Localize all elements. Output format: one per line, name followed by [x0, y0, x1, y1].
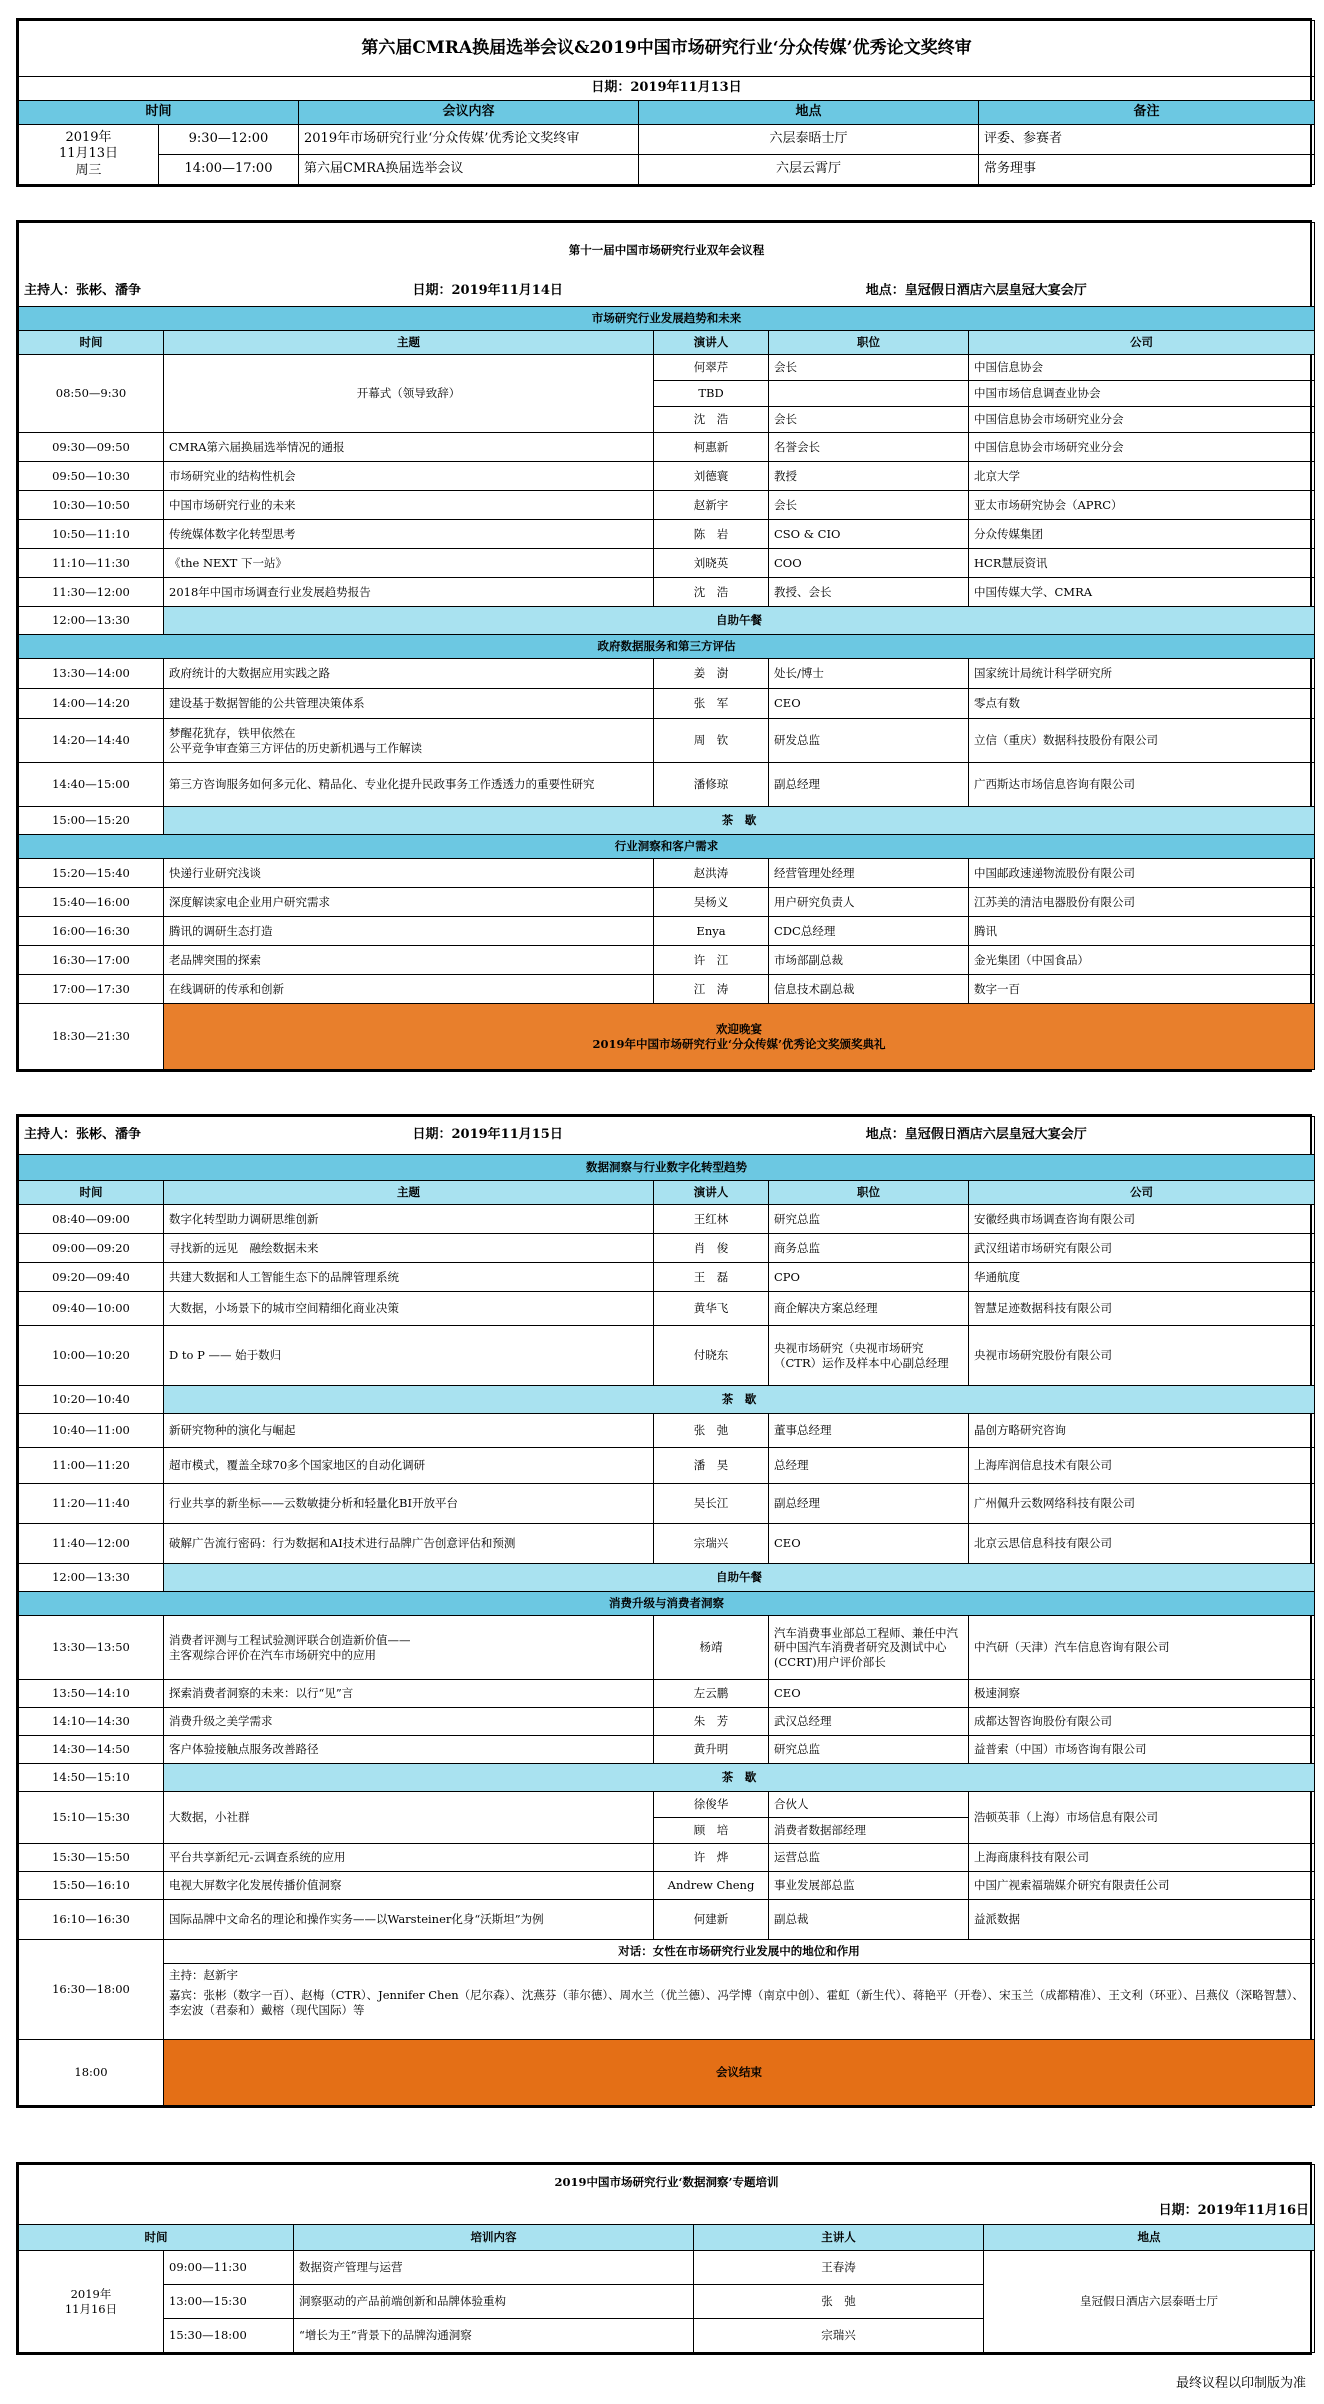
block-biennial-day1	[16, 220, 1312, 1072]
block4-place: 皇冠假日酒店六层泰晤士厅	[984, 2251, 1315, 2353]
row-position: 消费者数据部经理	[769, 1818, 969, 1844]
block4-date-cell: 2019年 11月16日	[19, 2251, 164, 2353]
block1-date: 日期：2019年11月13日	[19, 77, 1315, 101]
dinner-subtitle: 2019年中国市场研究行业‘分众传媒’优秀论文奖颁奖典礼	[592, 1036, 886, 1051]
row-time: 13:30—14:00	[19, 659, 164, 689]
header-content: 会议内容	[299, 101, 639, 125]
block1-time: 14:00—17:00	[159, 155, 299, 185]
row-time: 12:00—13:30	[19, 1564, 164, 1592]
row-position: CPO	[769, 1263, 969, 1292]
row-topic: 行业共享的新坐标——云数敏捷分析和轻量化BI开放平台	[164, 1484, 654, 1524]
block2-section-government: 政府数据服务和第三方评估	[19, 635, 1315, 659]
row-time: 09:40—10:00	[19, 1292, 164, 1326]
table-row	[19, 1900, 1315, 1940]
row-time: 14:00—14:20	[19, 689, 164, 719]
row-topic: 探索消费者洞察的未来：以行“见”言	[164, 1680, 654, 1708]
row-content: 洞察驱动的产品前端创新和品牌体验重构	[294, 2285, 694, 2319]
row-company: 智慧足迹数据科技有限公司	[969, 1292, 1315, 1326]
row-time: 11:00—11:20	[19, 1448, 164, 1484]
table-row	[19, 1205, 1315, 1234]
row-position: 教授、会长	[769, 578, 969, 607]
row-topic: D to P —— 始于数归	[164, 1326, 654, 1386]
row-topic: 数字化转型助力调研思维创新	[164, 1205, 654, 1234]
row-speaker: 刘德寰	[654, 462, 769, 491]
header-time: 时间	[19, 2225, 294, 2251]
row-company: 腾讯	[969, 917, 1315, 946]
row-company: 中国传媒大学、CMRA	[969, 578, 1315, 607]
row-company: 极速洞察	[969, 1680, 1315, 1708]
row-speaker: 沈 浩	[654, 407, 769, 433]
row-company: 零点有数	[969, 689, 1315, 719]
row-company: 数字一百	[969, 975, 1315, 1004]
row-time: 10:30—10:50	[19, 491, 164, 520]
table-row	[19, 462, 1315, 491]
block3-section-digital: 数据洞察与行业数字化转型趋势	[19, 1155, 1315, 1181]
table-row	[19, 549, 1315, 578]
row-time: 16:00—16:30	[19, 917, 164, 946]
row-time: 14:20—14:40	[19, 719, 164, 763]
row-time: 15:30—18:00	[164, 2319, 294, 2353]
row-time: 12:00—13:30	[19, 607, 164, 635]
row-topic: 快递行业研究浅谈	[164, 859, 654, 888]
table-row	[19, 719, 1315, 763]
header-position: 职位	[769, 331, 969, 355]
row-position: 武汉总经理	[769, 1708, 969, 1736]
row-topic: 大数据，小社群	[164, 1792, 654, 1844]
row-time: 09:50—10:30	[19, 462, 164, 491]
table-row	[19, 1326, 1315, 1386]
row-time: 09:00—11:30	[164, 2251, 294, 2285]
block2-section-trends: 市场研究行业发展趋势和未来	[19, 307, 1315, 331]
row-time: 08:40—09:00	[19, 1205, 164, 1234]
row-time: 10:20—10:40	[19, 1386, 164, 1414]
block-biennial-day2	[16, 1114, 1312, 2108]
block2-host: 主持人：张彬、潘争	[24, 283, 142, 299]
row-topic: 腾讯的调研生态打造	[164, 917, 654, 946]
row-lecturer: 宗瑞兴	[694, 2319, 984, 2353]
row-position: 市场部副总裁	[769, 946, 969, 975]
header-content: 培训内容	[294, 2225, 694, 2251]
row-topic: CMRA第六届换届选举情况的通报	[164, 433, 654, 462]
row-time: 13:50—14:10	[19, 1680, 164, 1708]
row-topic: 寻找新的远见 融绘数据未来	[164, 1234, 654, 1263]
row-company: 中汽研（天津）汽车信息咨询有限公司	[969, 1616, 1315, 1680]
row-position: 央视市场研究（央视市场研究（CTR）运作及样本中心副总经理	[769, 1326, 969, 1386]
welcome-dinner	[164, 1004, 1315, 1070]
row-position: CEO	[769, 689, 969, 719]
row-position: 运营总监	[769, 1844, 969, 1872]
row-company: 中国市场信息调查业协会	[969, 381, 1315, 407]
row-speaker: 潘修琼	[654, 763, 769, 807]
lunch-row: 自助午餐	[164, 607, 1315, 635]
row-speaker: 柯惠新	[654, 433, 769, 462]
row-position: 商务总监	[769, 1234, 969, 1263]
row-company: 中国信息协会市场研究业分会	[969, 407, 1315, 433]
block-cmra-election	[16, 18, 1312, 187]
block1-place: 六层泰晤士厅	[639, 125, 979, 155]
row-position: CEO	[769, 1680, 969, 1708]
header-speaker: 演讲人	[654, 331, 769, 355]
row-time: 11:10—11:30	[19, 549, 164, 578]
table-row	[19, 917, 1315, 946]
dialog-panel	[164, 1964, 1315, 2040]
block4-date: 日期：2019年11月16日	[19, 2199, 1315, 2225]
row-speaker: 何翠芹	[654, 355, 769, 381]
row-content: 数据资产管理与运营	[294, 2251, 694, 2285]
block1-content: 2019年市场研究行业‘分众传媒’优秀论文奖终审	[299, 125, 639, 155]
table-row	[19, 1292, 1315, 1326]
row-speaker: 杨靖	[654, 1616, 769, 1680]
row-speaker: 刘晓英	[654, 549, 769, 578]
row-position: 副总经理	[769, 1484, 969, 1524]
block1-title: 第六届CMRA换届选举会议&2019中国市场研究行业‘分众传媒’优秀论文奖终审	[19, 21, 1315, 77]
row-time: 15:40—16:00	[19, 888, 164, 917]
row-position: 研究总监	[769, 1736, 969, 1764]
row-topic: 政府统计的大数据应用实践之路	[164, 659, 654, 689]
row-topic: 超市模式，覆盖全球70多个国家地区的自动化调研	[164, 1448, 654, 1484]
row-time: 13:30—13:50	[19, 1616, 164, 1680]
row-company: 中国广视索福瑞媒介研究有限责任公司	[969, 1872, 1315, 1900]
header-place: 地点	[984, 2225, 1315, 2251]
row-time: 10:40—11:00	[19, 1414, 164, 1448]
row-speaker: 宗瑞兴	[654, 1524, 769, 1564]
row-speaker: 黄华飞	[654, 1292, 769, 1326]
block1-note: 常务理事	[979, 155, 1315, 185]
row-topic: 市场研究业的结构性机会	[164, 462, 654, 491]
row-company: 安徽经典市场调查咨询有限公司	[969, 1205, 1315, 1234]
row-company: 浩顿英菲（上海）市场信息有限公司	[969, 1792, 1315, 1844]
block1-date-cell: 2019年 11月13日 周三	[19, 125, 159, 185]
table-row	[19, 433, 1315, 462]
row-company: 中国邮政速递物流股份有限公司	[969, 859, 1315, 888]
row-topic: 中国市场研究行业的未来	[164, 491, 654, 520]
row-company: HCR慧辰资讯	[969, 549, 1315, 578]
tea-break-row: 茶 歇	[164, 807, 1315, 835]
header-place: 地点	[639, 101, 979, 125]
row-topic: 深度解读家电企业用户研究需求	[164, 888, 654, 917]
row-position: CDC总经理	[769, 917, 969, 946]
row-speaker: 黄升明	[654, 1736, 769, 1764]
row-topic: 破解广告流行密码：行为数据和AI技术进行品牌广告创意评估和预测	[164, 1524, 654, 1564]
row-company: 金光集团（中国食品）	[969, 946, 1315, 975]
row-topic: 平台共享新纪元-云调查系统的应用	[164, 1844, 654, 1872]
row-time: 16:30—17:00	[19, 946, 164, 975]
block1-time: 9:30—12:00	[159, 125, 299, 155]
row-speaker: 顾 培	[654, 1818, 769, 1844]
dialog-guests: 嘉宾：张彬（数字一百）、赵梅（CTR）、Jennifer Chen（尼尔森）、沈燕芬（菲尔德）、周水兰（优兰德）、冯学博（南京中创）、霍虹（新生代）、蒋艳平（开卷）、宋玉兰（成都精准）、王文利（环亚）、吕燕仪（深略智慧）、李宏波（君泰和）戴榕（现代国际）等	[169, 1988, 1304, 2017]
row-speaker: 吴长江	[654, 1484, 769, 1524]
row-time: 10:00—10:20	[19, 1326, 164, 1386]
row-position: CSO & CIO	[769, 520, 969, 549]
row-company: 晶创方略研究咨询	[969, 1414, 1315, 1448]
row-time: 15:10—15:30	[19, 1792, 164, 1844]
row-position: 信息技术副总裁	[769, 975, 969, 1004]
row-speaker: 徐俊华	[654, 1792, 769, 1818]
row-topic: 2018年中国市场调查行业发展趋势报告	[164, 578, 654, 607]
row-position: COO	[769, 549, 969, 578]
row-company: 华通航度	[969, 1263, 1315, 1292]
row-company: 立信（重庆）数据科技股份有限公司	[969, 719, 1315, 763]
row-time: 11:30—12:00	[19, 578, 164, 607]
row-position: 会长	[769, 491, 969, 520]
row-topic: 电视大屏数字化发展传播价值洞察	[164, 1872, 654, 1900]
row-company: 分众传媒集团	[969, 520, 1315, 549]
table-row	[19, 763, 1315, 807]
block2-section-insight: 行业洞察和客户需求	[19, 835, 1315, 859]
row-position: 研发总监	[769, 719, 969, 763]
row-speaker: 朱 芳	[654, 1708, 769, 1736]
row-topic: 传统媒体数字化转型思考	[164, 520, 654, 549]
header-company: 公司	[969, 1181, 1315, 1205]
row-topic: 国际品牌中文命名的理论和操作实务——以Warsteiner化身“沃斯坦”为例	[164, 1900, 654, 1940]
row-company: 上海商康科技有限公司	[969, 1844, 1315, 1872]
table-row	[19, 491, 1315, 520]
table-row	[19, 689, 1315, 719]
row-time: 09:20—09:40	[19, 1263, 164, 1292]
row-company: 上海库润信息技术有限公司	[969, 1448, 1315, 1484]
row-topic: 消费升级之美学需求	[164, 1708, 654, 1736]
block3-venue: 地点：皇冠假日酒店六层皇冠大宴会厅	[865, 1127, 1087, 1143]
row-speaker: 许 烨	[654, 1844, 769, 1872]
row-topic: 《the NEXT 下一站》	[164, 549, 654, 578]
row-position: 合伙人	[769, 1792, 969, 1818]
header-time: 时间	[19, 1181, 164, 1205]
header-company: 公司	[969, 331, 1315, 355]
row-company: 国家统计局统计科学研究所	[969, 659, 1315, 689]
table-row	[19, 1736, 1315, 1764]
row-company: 中国信息协会市场研究业分会	[969, 433, 1315, 462]
tea-break-row: 茶 歇	[164, 1764, 1315, 1792]
block3-host: 主持人：张彬、潘争	[24, 1127, 142, 1143]
row-speaker: 沈 浩	[654, 578, 769, 607]
row-speaker: Enya	[654, 917, 769, 946]
table-row	[19, 1872, 1315, 1900]
row-topic: 共建大数据和人工智能生态下的品牌管理系统	[164, 1263, 654, 1292]
row-time: 14:40—15:00	[19, 763, 164, 807]
row-time: 15:50—16:10	[19, 1872, 164, 1900]
row-time: 10:50—11:10	[19, 520, 164, 549]
row-speaker: 赵新宇	[654, 491, 769, 520]
row-topic: 老品牌突围的探索	[164, 946, 654, 975]
row-position: 会长	[769, 407, 969, 433]
block4-title: 2019中国市场研究行业‘数据洞察’专题培训	[19, 2165, 1315, 2199]
row-time: 15:30—15:50	[19, 1844, 164, 1872]
header-time: 时间	[19, 101, 299, 125]
row-time: 17:00—17:30	[19, 975, 164, 1004]
table-row	[19, 1448, 1315, 1484]
header-lecturer: 主讲人	[694, 2225, 984, 2251]
row-time: 15:00—15:20	[19, 807, 164, 835]
row-time: 15:20—15:40	[19, 859, 164, 888]
row-position: 汽车消费事业部总工程师、兼任中汽研中国汽车消费者研究及测试中心(CCRT)用户评价部长	[769, 1616, 969, 1680]
table-row	[19, 859, 1315, 888]
row-position: 会长	[769, 355, 969, 381]
row-speaker: 潘 昊	[654, 1448, 769, 1484]
dialog-title: 对话：女性在市场研究行业发展中的地位和作用	[164, 1940, 1315, 1964]
block2-title: 第十一届中国市场研究行业双年会议程	[19, 223, 1315, 277]
row-speaker: 姜 澍	[654, 659, 769, 689]
row-position: CEO	[769, 1524, 969, 1564]
row-company: 亚太市场研究协会（APRC）	[969, 491, 1315, 520]
row-company: 益派数据	[969, 1900, 1315, 1940]
table-row	[19, 1680, 1315, 1708]
row-time: 14:50—15:10	[19, 1764, 164, 1792]
row-speaker: Andrew Cheng	[654, 1872, 769, 1900]
row-speaker: 王 磊	[654, 1263, 769, 1292]
table-row	[19, 1263, 1315, 1292]
table-row	[19, 888, 1315, 917]
block3-date: 日期：2019年11月15日	[412, 1127, 563, 1143]
block-training	[16, 2162, 1312, 2355]
row-speaker: TBD	[654, 381, 769, 407]
table-row	[19, 1616, 1315, 1680]
row-position: 教授	[769, 462, 969, 491]
table-row	[19, 1844, 1315, 1872]
row-speaker: 何建新	[654, 1900, 769, 1940]
row-time: 09:30—09:50	[19, 433, 164, 462]
row-time: 18:30—21:30	[19, 1004, 164, 1070]
row-topic: 在线调研的传承和创新	[164, 975, 654, 1004]
table-row	[19, 946, 1315, 975]
row-speaker: 左云鹏	[654, 1680, 769, 1708]
row-speaker: 周 钦	[654, 719, 769, 763]
header-time: 时间	[19, 331, 164, 355]
row-position: 副总经理	[769, 763, 969, 807]
row-position: 董事总经理	[769, 1414, 969, 1448]
row-time: 08:50—9:30	[19, 355, 164, 433]
row-time: 14:30—14:50	[19, 1736, 164, 1764]
block2-date: 日期：2019年11月14日	[412, 283, 563, 299]
block1-note: 评委、参赛者	[979, 125, 1315, 155]
row-position: 经营管理处经理	[769, 859, 969, 888]
dinner-title: 欢迎晚宴	[716, 1022, 762, 1037]
row-company: 广州佩升云数网络科技有限公司	[969, 1484, 1315, 1524]
row-position: 用户研究负责人	[769, 888, 969, 917]
table-row	[19, 1708, 1315, 1736]
table-row	[19, 578, 1315, 607]
table-row	[19, 1484, 1315, 1524]
row-position: 副总裁	[769, 1900, 969, 1940]
row-speaker: 肖 俊	[654, 1234, 769, 1263]
row-position: 研究总监	[769, 1205, 969, 1234]
row-company: 江苏美的清洁电器股份有限公司	[969, 888, 1315, 917]
row-lecturer: 王春涛	[694, 2251, 984, 2285]
row-company: 北京云思信息科技有限公司	[969, 1524, 1315, 1564]
row-time: 11:20—11:40	[19, 1484, 164, 1524]
row-topic: 建设基于数据智能的公共管理决策体系	[164, 689, 654, 719]
lunch-row: 自助午餐	[164, 1564, 1315, 1592]
row-position	[769, 381, 969, 407]
row-time: 16:30—18:00	[19, 1940, 164, 2040]
row-topic: 消费者评测与工程试验测评联合创造新价值—— 主客观综合评价在汽车市场研究中的应用	[164, 1616, 654, 1680]
header-topic: 主题	[164, 331, 654, 355]
row-company: 广西斯达市场信息咨询有限公司	[969, 763, 1315, 807]
row-company: 北京大学	[969, 462, 1315, 491]
header-speaker: 演讲人	[654, 1181, 769, 1205]
row-time: 18:00	[19, 2040, 164, 2106]
row-position: 总经理	[769, 1448, 969, 1484]
row-topic: 第三方咨询服务如何多元化、精品化、专业化提升民政事务工作透透力的重要性研究	[164, 763, 654, 807]
footer-note: 最终议程以印制版为准	[1175, 2376, 1306, 2391]
row-position: 商企解决方案总经理	[769, 1292, 969, 1326]
row-company: 央视市场研究股份有限公司	[969, 1326, 1315, 1386]
header-topic: 主题	[164, 1181, 654, 1205]
block1-content: 第六届CMRA换届选举会议	[299, 155, 639, 185]
opening-topic: 开幕式（领导致辞）	[164, 355, 654, 433]
row-time: 13:00—15:30	[164, 2285, 294, 2319]
table-row	[19, 1524, 1315, 1564]
row-speaker: 陈 岩	[654, 520, 769, 549]
block2-venue: 地点：皇冠假日酒店六层皇冠大宴会厅	[865, 283, 1087, 299]
row-content: “增长为王”背景下的品牌沟通洞察	[294, 2319, 694, 2353]
block1-place: 六层云霄厅	[639, 155, 979, 185]
row-speaker: 王红林	[654, 1205, 769, 1234]
table-row	[19, 520, 1315, 549]
row-speaker: 吴杨义	[654, 888, 769, 917]
row-time: 09:00—09:20	[19, 1234, 164, 1263]
row-time: 16:10—16:30	[19, 1900, 164, 1940]
row-company: 益普索（中国）市场咨询有限公司	[969, 1736, 1315, 1764]
row-topic: 大数据，小场景下的城市空间精细化商业决策	[164, 1292, 654, 1326]
row-company: 武汉纽诺市场研究有限公司	[969, 1234, 1315, 1263]
row-company: 成都达智咨询股份有限公司	[969, 1708, 1315, 1736]
dialog-host: 主持：赵新宇	[169, 1968, 238, 1982]
row-speaker: 赵洪涛	[654, 859, 769, 888]
row-position: 事业发展部总监	[769, 1872, 969, 1900]
row-speaker: 付晓东	[654, 1326, 769, 1386]
header-note: 备注	[979, 101, 1315, 125]
row-speaker: 张 军	[654, 689, 769, 719]
row-lecturer: 张 弛	[694, 2285, 984, 2319]
tea-break-row: 茶 歇	[164, 1386, 1315, 1414]
table-row	[19, 659, 1315, 689]
row-time: 11:40—12:00	[19, 1524, 164, 1564]
header-position: 职位	[769, 1181, 969, 1205]
row-company: 中国信息协会	[969, 355, 1315, 381]
row-time: 14:10—14:30	[19, 1708, 164, 1736]
block3-section-consumer: 消费升级与消费者洞察	[19, 1592, 1315, 1616]
row-speaker: 江 涛	[654, 975, 769, 1004]
row-speaker: 许 江	[654, 946, 769, 975]
row-position: 名誉会长	[769, 433, 969, 462]
table-row	[19, 1234, 1315, 1263]
table-row	[19, 975, 1315, 1004]
row-topic: 新研究物种的演化与崛起	[164, 1414, 654, 1448]
row-position: 处长/博士	[769, 659, 969, 689]
row-topic: 梦醒花犹存，铁甲依然在 公平竞争审查第三方评估的历史新机遇与工作解读	[164, 719, 654, 763]
table-row	[19, 1414, 1315, 1448]
row-speaker: 张 弛	[654, 1414, 769, 1448]
meeting-end: 会议结束	[164, 2040, 1315, 2106]
row-topic: 客户体验接触点服务改善路径	[164, 1736, 654, 1764]
